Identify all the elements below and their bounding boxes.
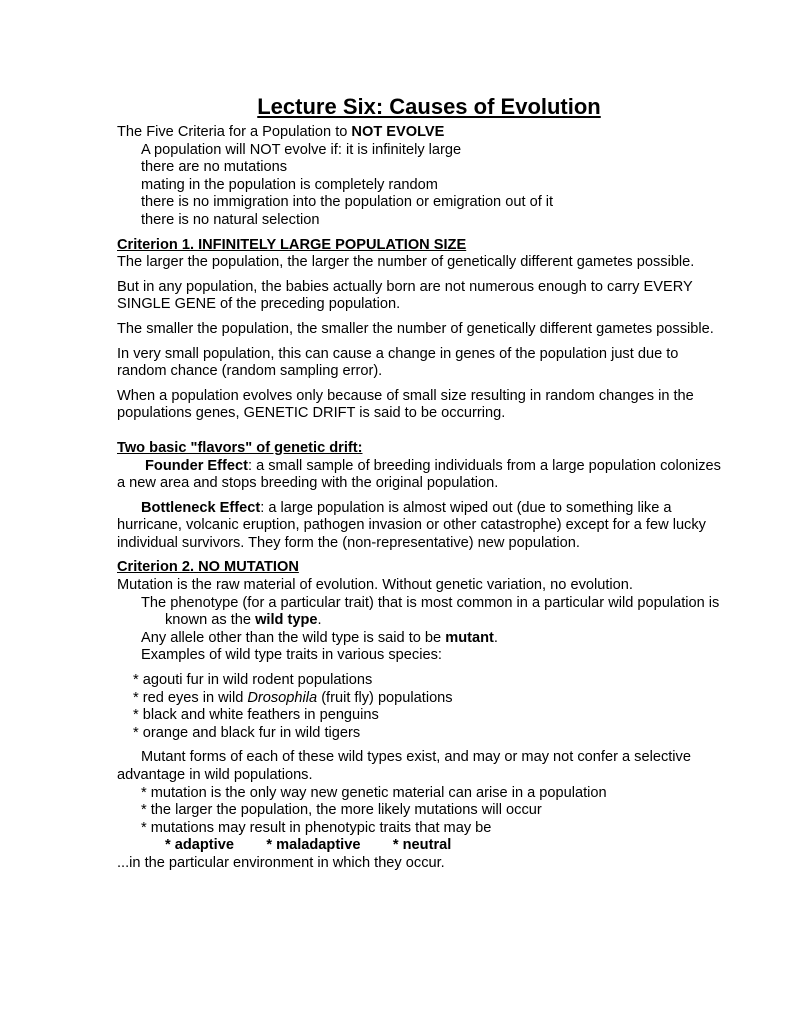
wild-type-term: wild type [255, 612, 318, 629]
mutation-point: * mutation is the only way new genetic material can arise in a population [141, 784, 607, 801]
wild-type-end: . [317, 612, 322, 629]
mutation-point: * mutations may result in phenotypic traits that may be [141, 819, 492, 836]
bottleneck-effect-term: Bottleneck Effect [141, 499, 261, 516]
founder-effect-paragraph [117, 458, 727, 493]
mutant-lead: Any allele other than the wild type is said to be [141, 629, 446, 646]
example-text: * red eyes in wild [133, 689, 248, 706]
trait-types: * adaptive * maladaptive * neutral [165, 837, 452, 854]
criteria-lead-bold: NOT EVOLVE [351, 124, 445, 140]
founder-effect-text: : a small sample of breeding individuals from a large population colonizes a new area and stops breeding with the original population. [117, 457, 721, 492]
criteria-item: there is no immigration into the population or emigration out of it [141, 194, 554, 211]
mutation-point: * the larger the population, the more likely mutations will occur [141, 802, 542, 819]
drift-heading: Two basic "flavors" of genetic drift: [117, 439, 363, 456]
paragraph: In very small population, this can cause a change in genes of the population just due to random chance (random sampling error). [117, 345, 679, 380]
spacer [117, 423, 727, 440]
criteria-lead: The Five Criteria for a Population to [117, 124, 352, 140]
criteria-intro [117, 124, 727, 142]
bottleneck-effect-paragraph [117, 500, 727, 553]
criterion1-heading: Criterion 1. INFINITELY LARGE POPULATION SIZE [117, 236, 467, 253]
mutation-intro: Mutation is the raw material of evolution. Without genetic variation, no evolution. [117, 577, 633, 594]
paragraph: The larger the population, the larger the number of genetically different gametes possible. [117, 254, 695, 271]
document-page [117, 93, 727, 873]
founder-effect-term: Founder Effect [145, 457, 248, 474]
criteria-item: mating in the population is completely random [141, 176, 438, 193]
mutant-end: . [493, 629, 498, 646]
example-item [117, 690, 727, 708]
criteria-item: A population will NOT evolve if: it is infinitely large [141, 141, 462, 158]
example-item: * orange and black fur in wild tigers [133, 724, 361, 741]
mutant-term: mutant [445, 629, 494, 646]
wild-type-definition [117, 595, 727, 630]
mutant-forms-paragraph [117, 749, 727, 784]
criteria-item: there is no natural selection [141, 211, 320, 228]
closing-line: ...in the particular environment in which they occur. [117, 854, 445, 871]
example-item: * black and white feathers in penguins [133, 707, 379, 724]
mutant-forms-text: Mutant forms of each of these wild types exist, and may or may not confer a selective advantage in wild populations. [117, 749, 691, 783]
example-item: * agouti fur in wild rodent populations [133, 672, 373, 689]
bottleneck-effect-text: : a large population is almost wiped out (due to something like a hurricane, volcanic eruption, pathogen invasion or other catastrophe) except for a few lucky individual survivors. They form the (non-representative) new population. [117, 499, 706, 551]
examples-lead: Examples of wild type traits in various species: [141, 647, 442, 664]
paragraph: But in any population, the babies actually born are not numerous enough to carry EVERY SINGLE GENE of the preceding population. [117, 278, 693, 313]
page-title: Lecture Six: Causes of Evolution [257, 94, 601, 119]
mutant-definition [117, 630, 727, 648]
criteria-item: there are no mutations [141, 159, 288, 176]
paragraph: The smaller the population, the smaller the number of genetically different gametes possible. [117, 320, 714, 337]
example-species: Drosophila [247, 689, 318, 706]
example-text: (fruit fly) populations [317, 689, 453, 706]
paragraph: When a population evolves only because of small size resulting in random changes in the populations genes, GENETIC DRIFT is said to be occurring. [117, 387, 694, 422]
wild-type-lead: The phenotype (for a particular trait) that is most common in a particular wild population is known as the [141, 594, 720, 629]
criterion2-heading: Criterion 2. NO MUTATION [117, 559, 299, 576]
